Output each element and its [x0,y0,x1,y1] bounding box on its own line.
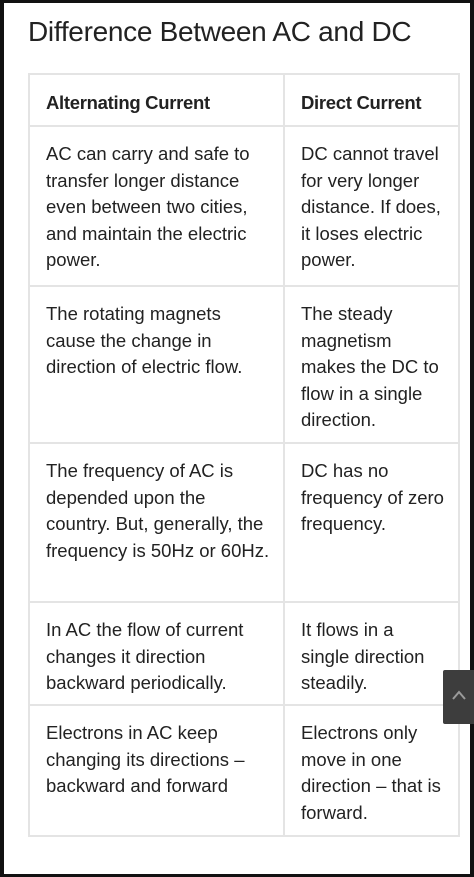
table-row [29,126,459,286]
table-row [29,286,459,443]
scroll-to-top-button[interactable] [443,670,474,724]
dc-cell: It flows in a single direction steadily. [284,602,459,705]
table-header-row [29,74,459,126]
dc-cell: The steady magnetism makes the DC to flow in a single direction. [284,286,459,443]
comparison-table [28,73,460,837]
table-row [29,602,459,705]
dc-cell: Electrons only move in one direction – that is forward. [284,705,459,836]
table-row [29,443,459,602]
header-direct-current: Direct Current [284,74,459,126]
ac-cell: The frequency of AC is depended upon the country. But, generally, the frequency is 50Hz or 60Hz. [29,443,284,602]
header-alternating-current: Alternating Current [29,74,284,126]
ac-cell: AC can carry and safe to transfer longer distance even between two cities, and maintain the electric power. [29,126,284,286]
ac-cell: In AC the flow of current changes it direction backward periodically. [29,602,284,705]
dc-cell: DC cannot travel for very longer distance. If does, it loses electric power. [284,126,459,286]
page-title: Difference Between AC and DC [28,16,412,47]
chevron-up-icon [451,689,467,701]
ac-cell: The rotating magnets cause the change in direction of electric flow. [29,286,284,443]
ac-cell: Electrons in AC keep changing its directions – backward and forward [29,705,284,836]
dc-cell: DC has no frequency of zero frequency. [284,443,459,602]
table-row [29,705,459,836]
